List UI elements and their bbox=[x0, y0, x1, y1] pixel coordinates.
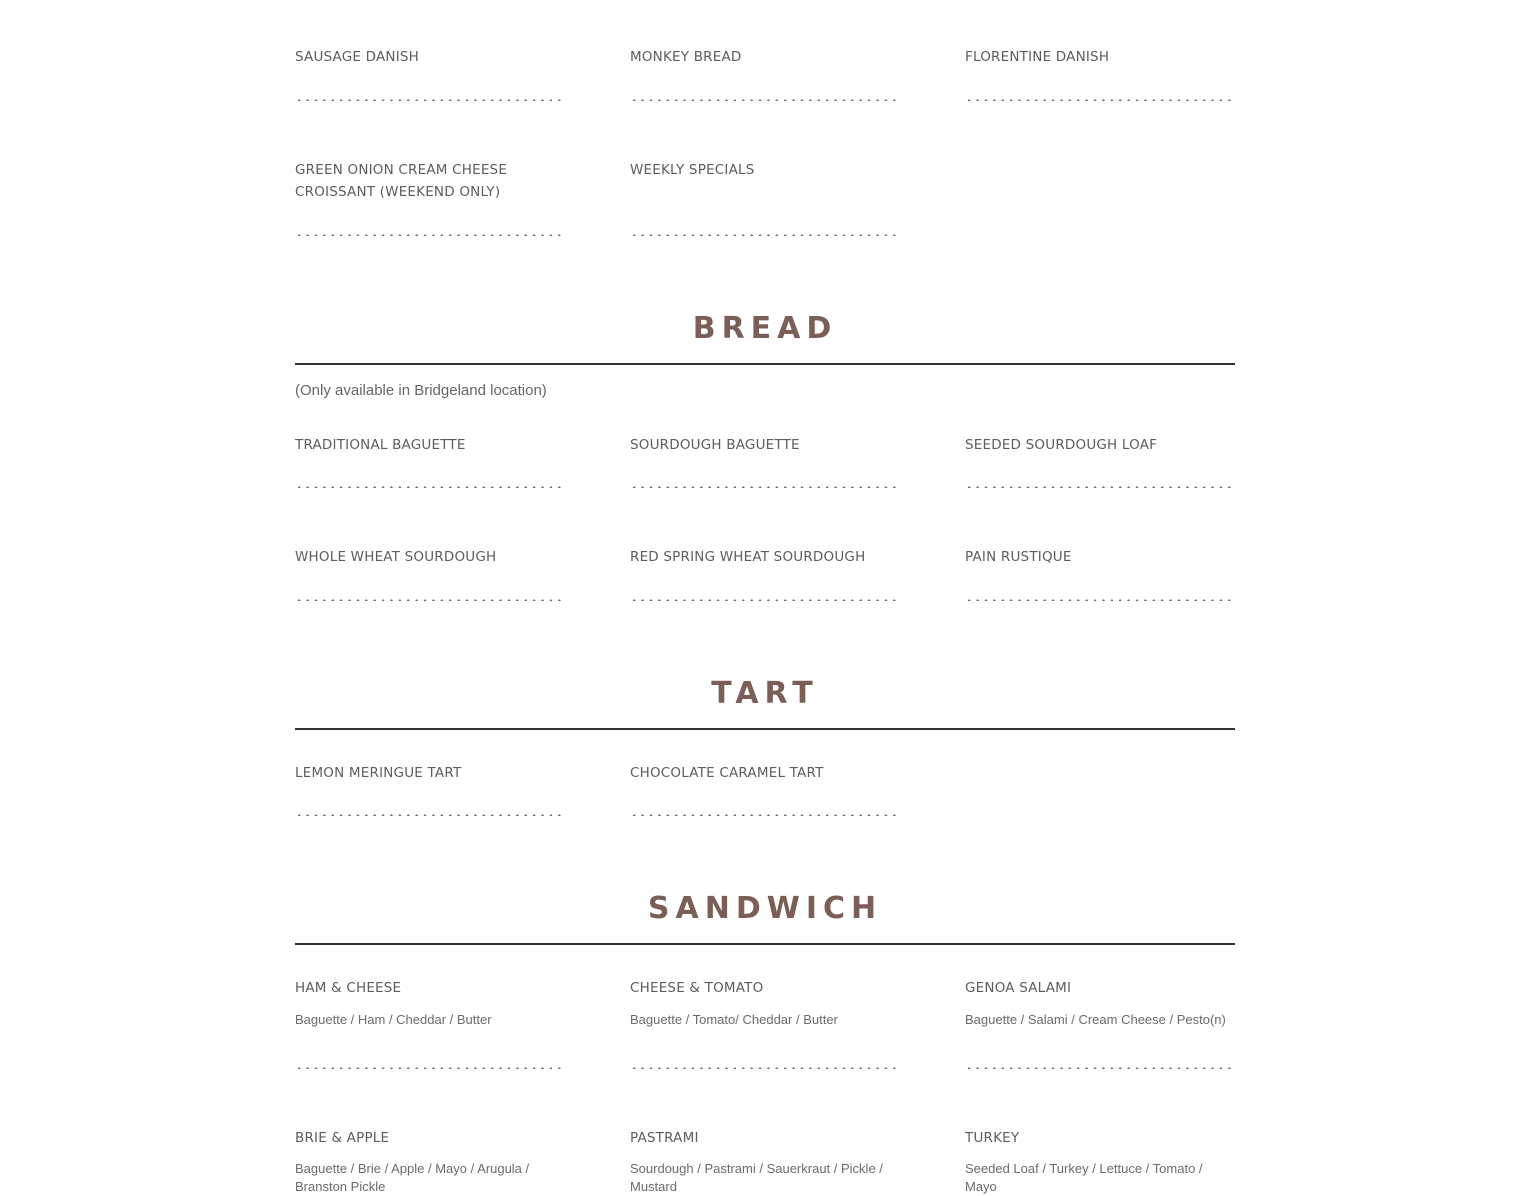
item-name: CHEESE & TOMATO bbox=[630, 980, 764, 996]
item-name: HAM & CHEESE bbox=[295, 980, 402, 996]
item-description: Baguette / Salami / Cream Cheese / Pesto(n) bbox=[965, 1012, 1226, 1027]
price-dots bbox=[630, 486, 898, 488]
price-dots bbox=[965, 99, 1233, 101]
item-name: CHOCOLATE CARAMEL TART bbox=[630, 765, 824, 781]
price-dots bbox=[965, 1067, 1233, 1069]
item-name: GENOA SALAMI bbox=[965, 980, 1072, 996]
item-name: WEEKLY SPECIALS bbox=[630, 162, 755, 178]
item-name: RED SPRING WHEAT SOURDOUGH bbox=[630, 549, 866, 565]
menu-item bbox=[295, 977, 565, 1029]
item-name: PASTRAMI bbox=[630, 1130, 699, 1146]
item-description: Seeded Loaf / Turkey / Lettuce / Tomato / Mayo bbox=[965, 1161, 1203, 1194]
item-name: TRADITIONAL BAGUETTE bbox=[295, 437, 466, 453]
item-description: Baguette / Brie / Apple / Mayo / Arugula / Branston Pickle bbox=[295, 1161, 530, 1194]
price-dots bbox=[630, 1067, 898, 1069]
menu-item bbox=[295, 434, 565, 456]
section-title-sandwich: SANDWICH bbox=[647, 891, 883, 926]
item-name: PAIN RUSTIQUE bbox=[965, 549, 1072, 565]
menu-item bbox=[630, 762, 900, 784]
item-description: Baguette / Ham / Cheddar / Butter bbox=[295, 1012, 492, 1027]
section-title-bread: BREAD bbox=[692, 311, 838, 346]
item-name: SEEDED SOURDOUGH LOAF bbox=[965, 437, 1158, 453]
item-name: FLORENTINE DANISH bbox=[965, 49, 1110, 65]
item-name: SOURDOUGH BAGUETTE bbox=[630, 437, 800, 453]
price-dots bbox=[295, 234, 563, 236]
menu-item bbox=[965, 46, 1235, 68]
section-divider bbox=[295, 728, 1235, 730]
item-name: WHOLE WHEAT SOURDOUGH bbox=[295, 549, 497, 565]
item-name: BRIE & APPLE bbox=[295, 1130, 390, 1146]
item-name: LEMON MERINGUE TART bbox=[295, 765, 462, 781]
price-dots bbox=[295, 599, 563, 601]
price-dots bbox=[965, 599, 1233, 601]
item-description: Sourdough / Pastrami / Sauerkraut / Pickle / Mustard bbox=[630, 1161, 883, 1194]
menu-item bbox=[630, 546, 900, 568]
item-name: MONKEY BREAD bbox=[630, 49, 742, 65]
price-dots bbox=[630, 599, 898, 601]
menu-item bbox=[965, 1127, 1235, 1196]
price-dots bbox=[295, 99, 563, 101]
menu-item bbox=[295, 1127, 565, 1196]
price-dots bbox=[630, 814, 898, 816]
menu-item bbox=[295, 46, 565, 68]
item-name: GREEN ONION CREAM CHEESE CROISSANT (WEEKEND ONLY) bbox=[295, 162, 508, 200]
price-dots bbox=[630, 99, 898, 101]
menu-item bbox=[295, 159, 565, 203]
menu-item bbox=[965, 977, 1235, 1029]
menu-item bbox=[630, 977, 900, 1029]
menu-item bbox=[630, 159, 900, 181]
price-dots bbox=[630, 234, 898, 236]
price-dots bbox=[295, 814, 563, 816]
menu-item bbox=[965, 434, 1235, 456]
item-name: TURKEY bbox=[965, 1130, 1020, 1146]
section-divider bbox=[295, 943, 1235, 945]
menu-item bbox=[630, 46, 900, 68]
bread-availability-note: (Only available in Bridgeland location) bbox=[295, 382, 547, 399]
menu-item bbox=[630, 1127, 900, 1196]
section-divider bbox=[295, 363, 1235, 365]
section-title-tart: TART bbox=[711, 676, 819, 711]
price-dots bbox=[965, 486, 1233, 488]
item-description: Baguette / Tomato/ Cheddar / Butter bbox=[630, 1012, 838, 1027]
menu-item bbox=[965, 546, 1235, 568]
menu-item bbox=[295, 762, 565, 784]
menu-item bbox=[295, 546, 565, 568]
item-name: SAUSAGE DANISH bbox=[295, 49, 420, 65]
price-dots bbox=[295, 486, 563, 488]
price-dots bbox=[295, 1067, 563, 1069]
menu-item bbox=[630, 434, 900, 456]
